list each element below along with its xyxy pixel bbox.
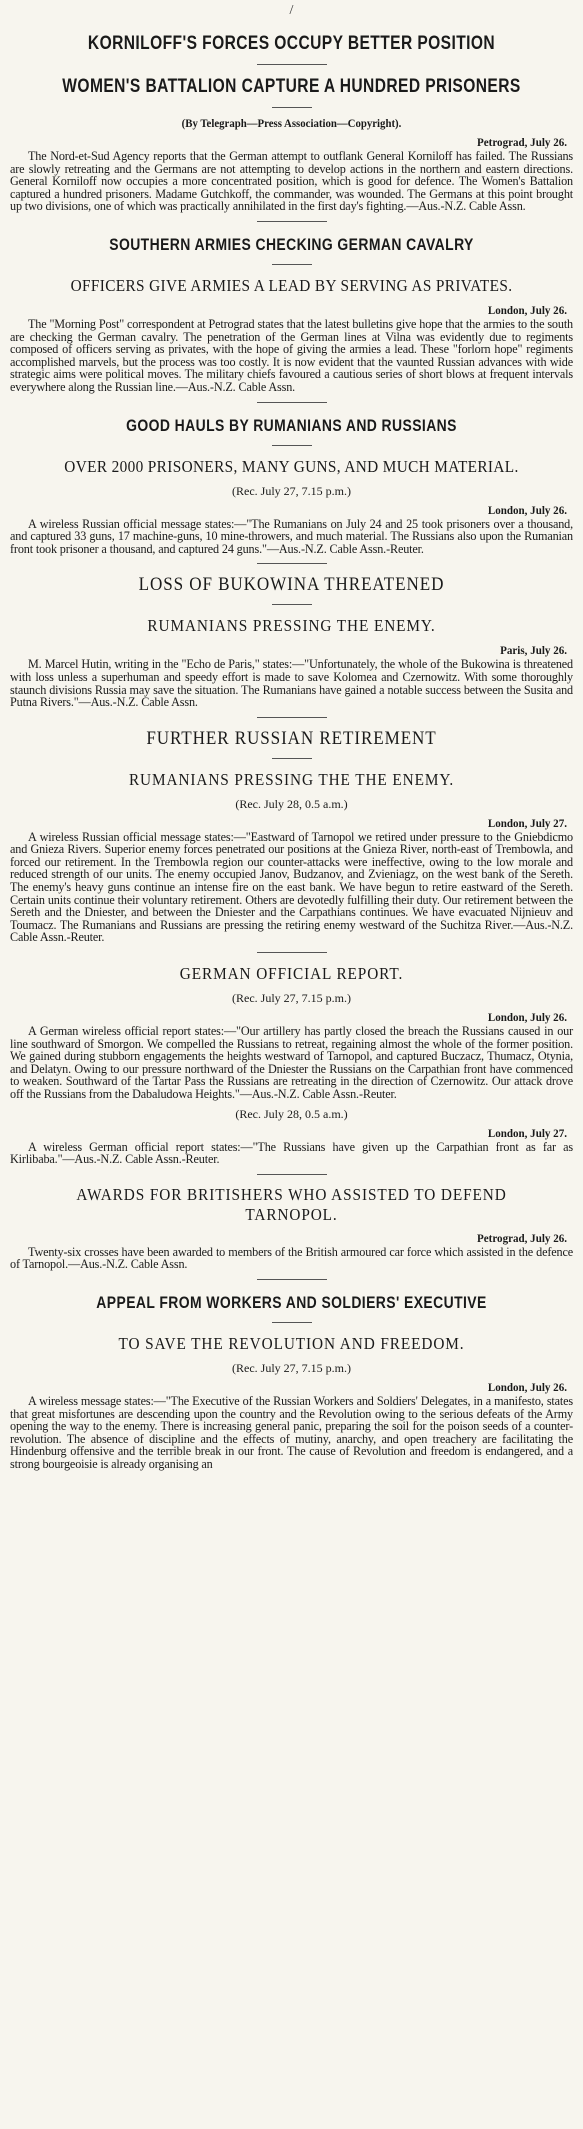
article-good-hauls [10, 415, 573, 556]
article-headline: GOOD HAULS BY RUMANIANS AND RUSSIANS [126, 415, 457, 435]
article-received: (Rec. July 27, 7.15 p.m.) [232, 1360, 351, 1375]
article-body-second: A wireless German official report states:—"The Russians have given up the Carpathian front as far as Kirlibaba."—Aus.-N.Z. Cable Assn.-Reuter. [10, 1139, 573, 1167]
article-bukowina [10, 574, 573, 708]
article-appeal [10, 1292, 573, 1471]
article-headline: LOSS OF BUKOWINA THREATENED [138, 574, 445, 596]
article-dateline: London, July 26. [487, 502, 567, 517]
article-received: (Rec. July 27, 7.15 p.m.) [232, 483, 351, 498]
article-dateline: Petrograd, July 26. [477, 1230, 567, 1245]
article-body: A German wireless official report states:—"Our artillery has partly closed the breach the Russians caused in our line southward of Smorgon. We compelled the Russians to retreat, regaining almost the whole of the former position. We gained during stubborn engagements the heights westward of Tarnopol, and captured Buczacz, Thumacz, Otynia, and Delatyn. Owing to our pressure northward of the Dniester the Russians on the Carpathian front have commenced to weaken. Southward of the Tartar Pass the Russians are retreating in the direction of Czernowitz. Our attack drove off the Russians from the Dabaludowa Heights."—Aus.-N.Z. Cable Assn.-Reuter. [10, 1024, 573, 1101]
article-subheadline: OFFICERS GIVE ARMIES A LEAD BY SERVING AS PRIVATES. [70, 275, 513, 295]
article-dateline: Petrograd, July 26. [477, 135, 567, 149]
article-body: A wireless message states:—"The Executive of the Russian Workers and Soldiers' Delegates, in a manifesto, states that great misfortunes are descending upon the country and the Revolution owing to the serious defeats of the Army opening the way to the enemy. There is increasing general panic, preparing the soil for the poison seeds of a counter-revolution. The absence of discipline and the effects of mutiny, anarchy, and open treachery are facilitating the Hindenburg offensive and the terrible break in our front. The cause of Revolution and freedom is endangered, and a strong bourgeoisie is already organising an [10, 1393, 573, 1471]
article-dateline: London, July 26. [487, 302, 567, 317]
divider [257, 64, 327, 65]
article-body: A wireless Russian official message states:—"Eastward of Tarnopol we retired under pressure to the Gniebdicmo and Gnieza Rivers. Superior enemy forces penetrated our positions at the Gnieza River, north-east of Trembowla, and forced our retirement. In the Trembowla region our counter-attacks were ineffective, owing to the low morale and reduced strength of our units. The enemy occupied Janov, Budzanov, and Zvieniagz, on the west bank of the Sereth. The enemy's heavy guns continue an intense fire on the east bank. We have begun to retire eastward of the Sereth. Certain units continue their voluntary retirement. Others are devotedly fulfilling their duty. Our retirement between the Sereth and the Dniester, and between the Dniester and the Carpathians continues. We have evacuated Nijnieuv and Toumacz. The Rumanians and Russians are pressing the retiring enemy westward of the Suchitza River.—Aus.-N.Z. Cable Assn.-Reuter. [10, 829, 573, 945]
divider [257, 221, 327, 222]
article-subheadline: RUMANIANS PRESSING THE ENEMY. [147, 616, 436, 636]
article-headline: AWARDS FOR BRITISHERS WHO ASSISTED TO DEFEND TARNOPOL. [76, 1184, 507, 1224]
article-further-retirement [10, 728, 573, 944]
article-headline: FURTHER RUSSIAN RETIREMENT [146, 727, 437, 749]
divider [257, 1174, 327, 1175]
divider [257, 402, 327, 403]
divider [272, 758, 312, 759]
article-dateline-second: London, July 27. [487, 1125, 567, 1140]
article-dateline: London, July 26. [487, 1379, 567, 1394]
article-dateline: London, July 27. [487, 815, 567, 830]
divider [257, 717, 327, 718]
divider [272, 1322, 312, 1323]
divider [272, 107, 312, 108]
divider [257, 563, 327, 564]
article-received: (Rec. July 28, 0.5 a.m.) [235, 796, 348, 811]
article-credit: (By Telegraph—Press Association—Copyright). [181, 116, 402, 130]
article-body: The Nord-et-Sud Agency reports that the German attempt to outflank General Korniloff has failed. The Russians are slowly retreating and the Germans are not attempting to develop actions in the northern and eastern directions. General Korniloff now occupies a more concentrated position, which is good for defence. The Women's Battalion captured a hundred prisoners. Madame Gutchkoff, the commander, was wounded. The Germans at this point brought up two divisions, one of which was practically annihilated in the first day's fighting.—Aus.-N.Z. Cable Assn. [10, 149, 573, 214]
article-subheadline: RUMANIANS PRESSING THE THE ENEMY. [128, 769, 455, 789]
article-headline: GERMAN OFFICIAL REPORT. [179, 964, 404, 984]
article-headline: APPEAL FROM WORKERS AND SOLDIERS' EXECUTIVE [96, 1292, 487, 1312]
article-headline: SOUTHERN ARMIES CHECKING GERMAN CAVALRY [109, 234, 474, 254]
divider [272, 264, 312, 265]
article-body: Twenty-six crosses have been awarded to members of the British armoured car force which assisted in the defence of Tarnopol.—Aus.-N.Z. Cable Assn. [10, 1244, 573, 1272]
top-mark: / [289, 3, 294, 18]
article-subheadline: OVER 2000 PRISONERS, MANY GUNS, AND MUCH MATERIAL. [64, 456, 519, 476]
divider [257, 952, 327, 953]
article-subheadline: TO SAVE THE REVOLUTION AND FREEDOM. [118, 1333, 465, 1353]
divider [272, 445, 312, 446]
divider [272, 604, 312, 605]
main-headline: KORNILOFF'S FORCES OCCUPY BETTER POSITION [87, 33, 496, 54]
article-dateline: Paris, July 26. [500, 643, 567, 658]
article-body: A wireless Russian official message states:—"The Rumanians on July 24 and 25 took prisoners over a thousand, and captured 33 guns, 17 machine-guns, 10 mine-throwers, and much material. The Russians also upon the Rumanian front took prisoner a thousand, and captured 24 guns."—Aus.-N.Z. Cable Assn.-Reuter. [10, 516, 573, 556]
article-body: The "Morning Post" correspondent at Petrograd states that the latest bulletins give hope that the armies to the south are checking the German cavalry. The penetration of the German lines at Vilna was evidently due to regiments composed of officers serving as privates, with the hope of giving the armies a lead. These "forlorn hope" regiments accomplished marvels, but the process was too costly. It is now evident that the vaunted Russian advances with wide strategic aims were political moves. The military chiefs favoured a cautious series of short blows at frequent intervals everywhere along the Russian line.—Aus.-N.Z. Cable Assn. [10, 316, 573, 394]
article-german-report [10, 963, 573, 1166]
article-body: M. Marcel Hutin, writing in the "Echo de Paris," states:—"Unfortunately, the whole of the Bukowina is threatened with loss unless a superhuman and speedy effort is made to save Kolomea and Czernowitz. With some thoroughly staunch divisions Russia may save the situation. The Rumanians have gained a notable success between the Susita and Putna Rivers."—Aus.-N.Z. Cable Assn. [10, 657, 573, 710]
article-southern-armies [10, 234, 573, 394]
article-dateline: London, July 26. [487, 1010, 567, 1025]
article-womens-battalion [10, 75, 573, 213]
divider [257, 1279, 327, 1280]
article-headline: WOMEN'S BATTALION CAPTURE A HUNDRED PRISONERS [62, 76, 521, 97]
article-awards [10, 1185, 573, 1271]
article-received: (Rec. July 27, 7.15 p.m.) [232, 991, 351, 1006]
article-received-second: (Rec. July 28, 0.5 a.m.) [235, 1106, 348, 1121]
